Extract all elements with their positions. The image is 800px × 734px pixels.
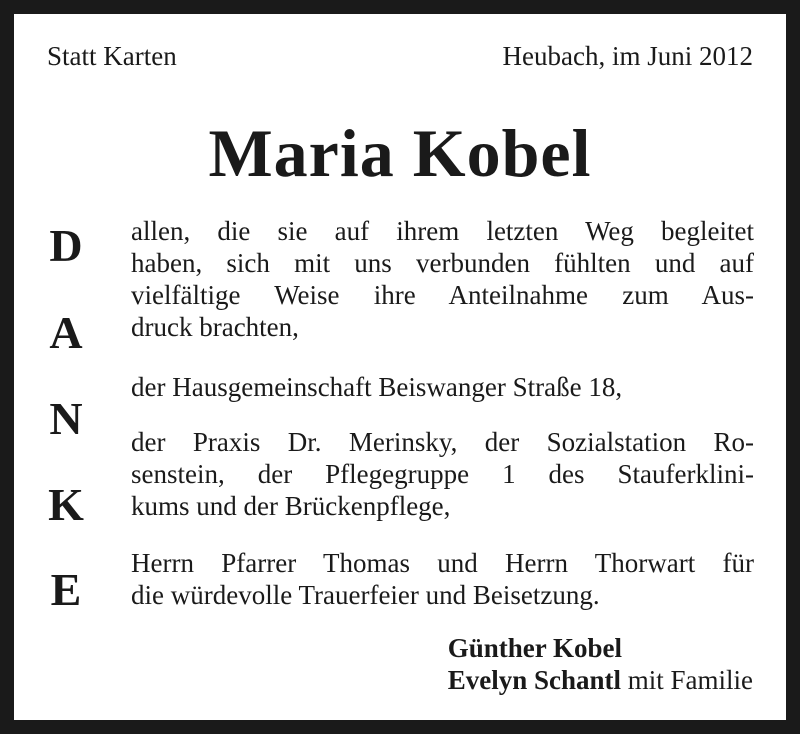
signature-line-2 bbox=[448, 664, 753, 696]
paragraph-line: Herrn Pfarrer Thomas und Herrn Thorwart für bbox=[131, 548, 754, 578]
danke-letter-k: K bbox=[48, 479, 84, 530]
thanks-paragraph-3 bbox=[131, 426, 754, 522]
paragraph-line: kums und der Brückenpflege, bbox=[131, 491, 451, 521]
danke-letter-e: E bbox=[50, 564, 82, 615]
signatory-suffix: mit Familie bbox=[621, 665, 753, 695]
thanks-paragraph-2 bbox=[131, 371, 754, 403]
paragraph-line: senstein, der Pflegegruppe 1 des Stauferklini- bbox=[131, 459, 754, 489]
paragraph-line: die würdevolle Trauerfeier und Beisetzung. bbox=[131, 580, 600, 610]
danke-letter-d: D bbox=[49, 220, 83, 271]
paragraph-line: druck brachten, bbox=[131, 312, 299, 342]
paragraph-line: haben, sich mit uns verbunden fühlten und auf bbox=[131, 248, 754, 278]
header-left-text: Statt Karten bbox=[47, 41, 177, 71]
signatory-name-1: Günther Kobel bbox=[447, 633, 622, 663]
header-date-place: Heubach, im Juni 2012 bbox=[502, 41, 753, 71]
danke-letter-n: N bbox=[49, 393, 83, 444]
paragraph-line: der Praxis Dr. Merinsky, der Sozialstation Ro- bbox=[131, 427, 754, 457]
signature-block bbox=[448, 632, 753, 696]
deceased-name: Maria Kobel bbox=[208, 115, 592, 191]
paragraph-line: der Hausgemeinschaft Beiswanger Straße 18, bbox=[131, 372, 623, 402]
paragraph-line: allen, die sie auf ihrem letzten Weg begleitet bbox=[131, 216, 754, 246]
danke-letter-a: A bbox=[49, 307, 83, 358]
signatory-name-2: Evelyn Schantl bbox=[447, 665, 621, 695]
thanks-paragraph-1 bbox=[131, 215, 754, 343]
thanks-paragraph-4 bbox=[131, 547, 754, 611]
paragraph-line: vielfältige Weise ihre Anteilnahme zum Aus- bbox=[131, 280, 754, 310]
signature-line-1 bbox=[448, 632, 753, 664]
